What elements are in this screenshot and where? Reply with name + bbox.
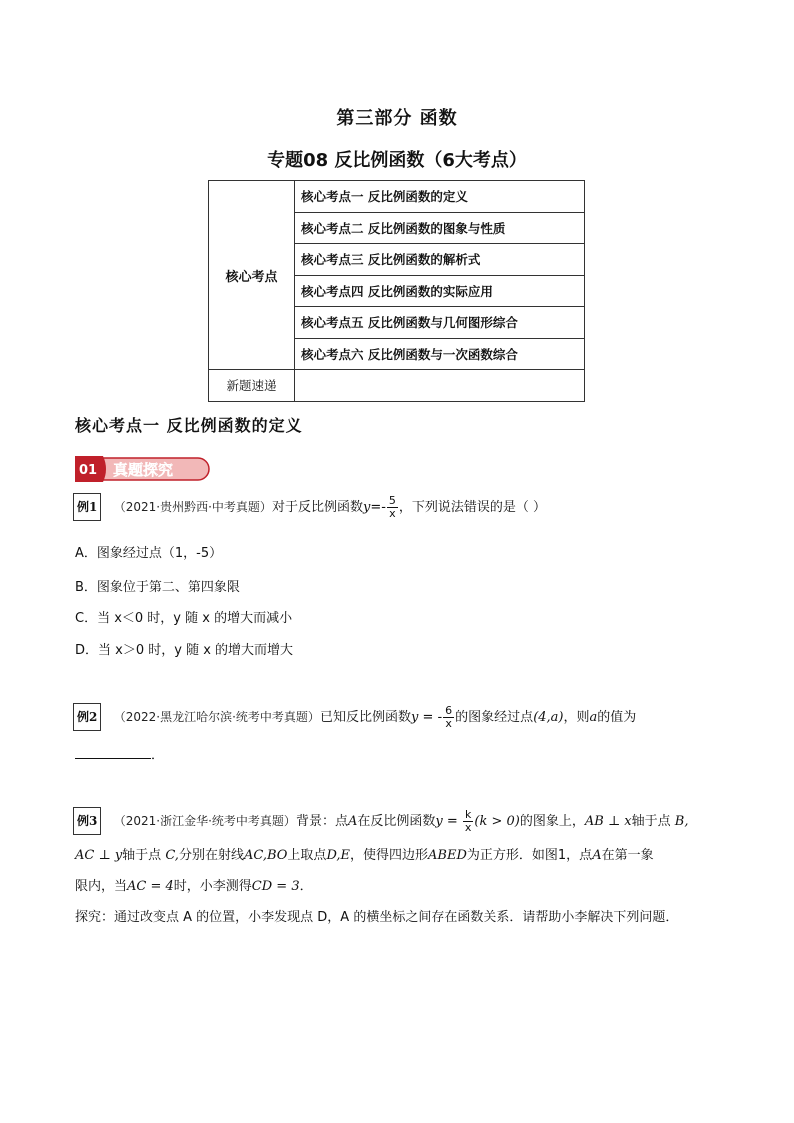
- option-d: D．当 x＞0 时，y 随 x 的增大而增大: [75, 643, 294, 658]
- example3-text: ，使得四边形: [350, 848, 429, 863]
- example3-line3: [75, 877, 313, 897]
- example3-expr: AC = 4: [127, 879, 174, 894]
- example3-text: 轴于点: [122, 848, 162, 863]
- overview-label: 核心考点: [209, 181, 295, 370]
- example3-text: 上取点: [287, 848, 327, 863]
- section-badge: [73, 454, 213, 484]
- overview-footer-value: [295, 370, 585, 402]
- example3-expr: AB ⊥ x: [584, 814, 632, 829]
- part-title: 第三部分 函数: [336, 108, 458, 129]
- example2-var-a: a: [589, 710, 598, 725]
- option-c: C．当 x＜0 时，y 随 x 的增大而减小: [75, 611, 293, 626]
- example2-tag: 例2: [73, 703, 101, 731]
- example2-point: (4,a): [533, 710, 564, 725]
- example3-tag: 例3: [73, 807, 101, 835]
- example3-text: 在反比例函数: [357, 814, 436, 829]
- overview-item: 核心考点五 反比例函数与几何图形综合: [295, 307, 585, 339]
- fraction-denominator: x: [389, 507, 396, 520]
- example1-source: （2021·贵州黔西·中考真题）: [113, 500, 272, 514]
- fraction-denominator: x: [464, 821, 472, 834]
- example2-text-mid2: ，则: [563, 710, 590, 725]
- example3-text: 轴于点: [631, 814, 671, 829]
- point-b: B,: [670, 814, 689, 829]
- example2-fraction: [443, 705, 454, 730]
- option-b: B．图象位于第二、第四象限: [75, 580, 240, 595]
- point-a: A: [347, 814, 358, 829]
- fraction-denominator: x: [445, 717, 452, 730]
- example3-points: D,E: [326, 848, 351, 863]
- badge-graphic: [73, 454, 213, 484]
- overview-item: 核心考点三 反比例函数的解析式: [295, 244, 585, 276]
- example1-text-after: ，下列说法错误的是（ ）: [398, 500, 547, 515]
- example3-var-y: y: [435, 814, 443, 829]
- overview-item: 核心考点六 反比例函数与一次函数综合: [295, 338, 585, 370]
- example3-text: 在第一象: [601, 848, 654, 863]
- example2-answer-line: [75, 744, 164, 766]
- point-a: A: [592, 848, 602, 863]
- example1-fraction: [387, 495, 398, 520]
- overview-footer-label: 新题速递: [209, 370, 295, 402]
- example2-var-y: y: [410, 710, 419, 725]
- fraction-numerator: 5: [388, 494, 396, 507]
- example3-text: 的图象上，: [519, 814, 585, 829]
- example3-text: ．: [299, 879, 313, 894]
- example1-question: [73, 493, 546, 521]
- badge-text: 真题探究: [113, 461, 174, 479]
- example3-expr: CD = 3: [251, 879, 300, 894]
- example3-condition: (k > 0): [474, 814, 520, 829]
- example3-quad: ABED: [428, 848, 467, 863]
- example3-eq: =: [442, 814, 462, 829]
- example1-tag: 例1: [73, 493, 101, 521]
- example3-fraction: [463, 809, 474, 834]
- example3-rays: AC,BO: [243, 848, 288, 863]
- option-a: A．图象经过点（1，-5）: [75, 546, 223, 561]
- example3-line2: [75, 846, 654, 866]
- topic-title: 专题08 反比例函数（6大考点）: [267, 150, 527, 171]
- example2-text-mid: 的图象经过点: [455, 710, 534, 725]
- example3-source: （2021·浙江金华·统考中考真题）: [113, 814, 296, 828]
- badge-number: 01: [78, 463, 98, 478]
- example2-end: ．: [151, 748, 165, 763]
- example3-text: 限内，当: [75, 879, 128, 894]
- overview-item: 核心考点四 反比例函数的实际应用: [295, 275, 585, 307]
- overview-item: 核心考点二 反比例函数的图象与性质: [295, 212, 585, 244]
- example2-eq: = -: [418, 710, 443, 725]
- example1-var-y: y: [362, 500, 371, 515]
- answer-blank[interactable]: [75, 744, 151, 759]
- example2-text-after: 的值为: [597, 710, 637, 725]
- section-heading: 核心考点一 反比例函数的定义: [75, 416, 303, 435]
- example3-text: 为正方形．如图1，点: [466, 848, 593, 863]
- example2-source: （2022·黑龙江哈尔滨·统考中考真题）: [113, 710, 320, 724]
- example3-line1: [73, 807, 688, 835]
- example3-text: 背景：点: [295, 814, 348, 829]
- example3-text: 时，小李测得: [173, 879, 252, 894]
- point-c: C,: [161, 848, 179, 863]
- example1-text-before: 对于反比例函数: [271, 500, 363, 515]
- fraction-numerator: 6: [445, 704, 453, 717]
- example2-question: [73, 703, 636, 731]
- example3-expr: AC ⊥ y: [75, 848, 123, 863]
- overview-item: 核心考点一 反比例函数的定义: [295, 181, 585, 213]
- overview-table: [208, 180, 585, 402]
- example2-text-before: 已知反比例函数: [319, 710, 411, 725]
- fraction-numerator: k: [463, 809, 474, 822]
- example1-eq: =-: [370, 500, 386, 515]
- example3-text: 分别在射线: [178, 848, 244, 863]
- example3-line4: 探究：通过改变点 A 的位置，小李发现点 D，A 的横坐标之间存在函数关系．请帮助小李解决下列问题．: [75, 910, 679, 925]
